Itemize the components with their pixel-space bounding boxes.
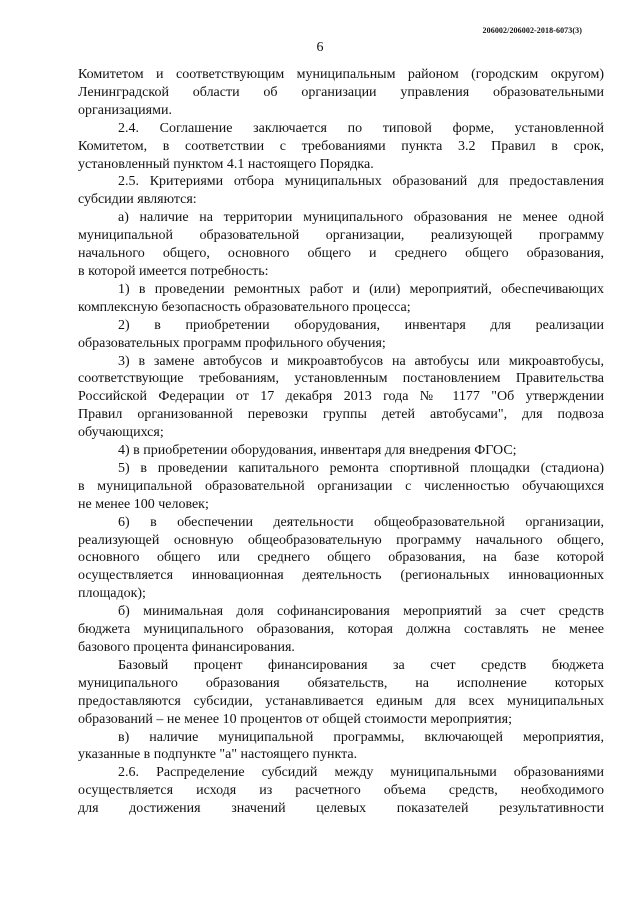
paragraph xyxy=(78,442,604,460)
text-line: соответствующие требованиям, установленным постановлением Правительства xyxy=(78,371,604,387)
paragraph xyxy=(78,729,604,765)
text-line: образовательных программ профильного обучения; xyxy=(78,335,386,351)
paragraph xyxy=(78,317,604,353)
text-line: осуществляется исходя из расчетного объема средств, необходимого xyxy=(78,783,604,799)
document-id: 206002/206002-2018-6073(3) xyxy=(482,26,582,35)
text-line: 6) в обеспечении деятельности общеобразовательной организации, xyxy=(118,514,604,530)
text-line: а) наличие на территории муниципального образования не менее одной xyxy=(118,210,604,226)
text-line: 2.5. Критериями отбора муниципальных образований для предоставления xyxy=(118,174,604,190)
text-line: обучающихся; xyxy=(78,425,164,441)
text-line: комплексную безопасность образовательного процесса; xyxy=(78,299,411,315)
text-line: б) минимальная доля софинансирования мероприятий за счет средств xyxy=(118,604,604,620)
paragraph xyxy=(78,764,604,818)
paragraph xyxy=(78,460,604,514)
text-line: в) наличие муниципальной программы, включающей мероприятия, xyxy=(118,729,604,745)
text-line: 2.4. Соглашение заключается по типовой форме, установленной xyxy=(118,120,604,136)
text-line: для достижения значений целевых показателей результативности xyxy=(78,801,604,817)
text-line: основного общего или среднего общего образования, на базе которой xyxy=(78,550,604,566)
paragraph xyxy=(78,66,604,120)
text-line: начального общего, основного общего и среднего общего образования, xyxy=(78,246,604,262)
text-line: базового процента финансирования. xyxy=(78,640,295,655)
text-line: 5) в проведении капитального ремонта спортивной площадки (стадиона) xyxy=(118,460,604,476)
paragraph xyxy=(78,120,604,174)
text-line: бюджета муниципального образования, которая должна составлять не менее xyxy=(78,622,604,638)
text-line: предоставляются субсидии, устанавливается единым для всех муниципальных xyxy=(78,693,604,709)
text-line: Российской Федерации от 17 декабря 2013 года № 1177 "Об утверждении xyxy=(78,389,604,405)
text-line: 4) в приобретении оборудования, инвентаря для внедрения ФГОС; xyxy=(118,443,517,459)
text-line: Базовый процент финансирования за счет средств бюджета xyxy=(118,657,604,673)
text-line: реализующей основную общеобразовательную программу начального общего, xyxy=(78,532,604,548)
text-line: Комитетом, в соответствии с требованиями пункта 3.2 Правил в срок, xyxy=(78,138,604,154)
page-number: 6 xyxy=(316,40,324,55)
paragraph xyxy=(78,173,604,209)
text-line: организациями. xyxy=(78,102,172,118)
text-line: установленный пунктом 4.1 настоящего Порядка. xyxy=(78,156,374,172)
text-line: осуществляется инновационная деятельность (региональных инновационных xyxy=(78,568,604,584)
text-line: Комитетом и соответствующим муниципальным районом (городским округом) xyxy=(78,67,604,82)
paragraph xyxy=(78,603,604,657)
text-line: субсидии являются: xyxy=(78,192,197,208)
text-line: 1) в проведении ремонтных работ и (или) мероприятий, обеспечивающих xyxy=(118,281,604,297)
text-line: в муниципальной образовательной организации с численностью обучающихся xyxy=(78,478,604,494)
text-line: муниципальной образовательной организации, реализующей программу xyxy=(78,228,604,244)
paragraph xyxy=(78,353,604,443)
text-line: 3) в замене автобусов и микроавтобусов на автобусы или микроавтобусы, xyxy=(118,353,604,369)
paragraph xyxy=(78,209,604,281)
paragraph xyxy=(78,657,604,729)
paragraph xyxy=(78,281,604,317)
text-line: указанные в подпункте "а" настоящего пункта. xyxy=(78,747,358,763)
text-line: в которой имеется потребность: xyxy=(78,263,269,279)
text-line: не менее 100 человек; xyxy=(78,496,209,512)
text-line: муниципального образования обязательств, на исполнение которых xyxy=(78,675,604,691)
document-body xyxy=(78,66,604,818)
text-line: образований – не менее 10 процентов от общей стоимости мероприятия; xyxy=(78,711,512,727)
text-line: площадок); xyxy=(78,586,146,602)
text-line: Правил организованной перевозки группы детей автобусами", для подвоза xyxy=(78,407,604,423)
text-line: 2) в приобретении оборудования, инвентаря для реализации xyxy=(118,317,604,333)
text-line: Ленинградской области об организации управления образовательными xyxy=(78,84,604,100)
paragraph xyxy=(78,514,604,604)
text-line: 2.6. Распределение субсидий между муниципальными образованиями xyxy=(118,765,604,781)
